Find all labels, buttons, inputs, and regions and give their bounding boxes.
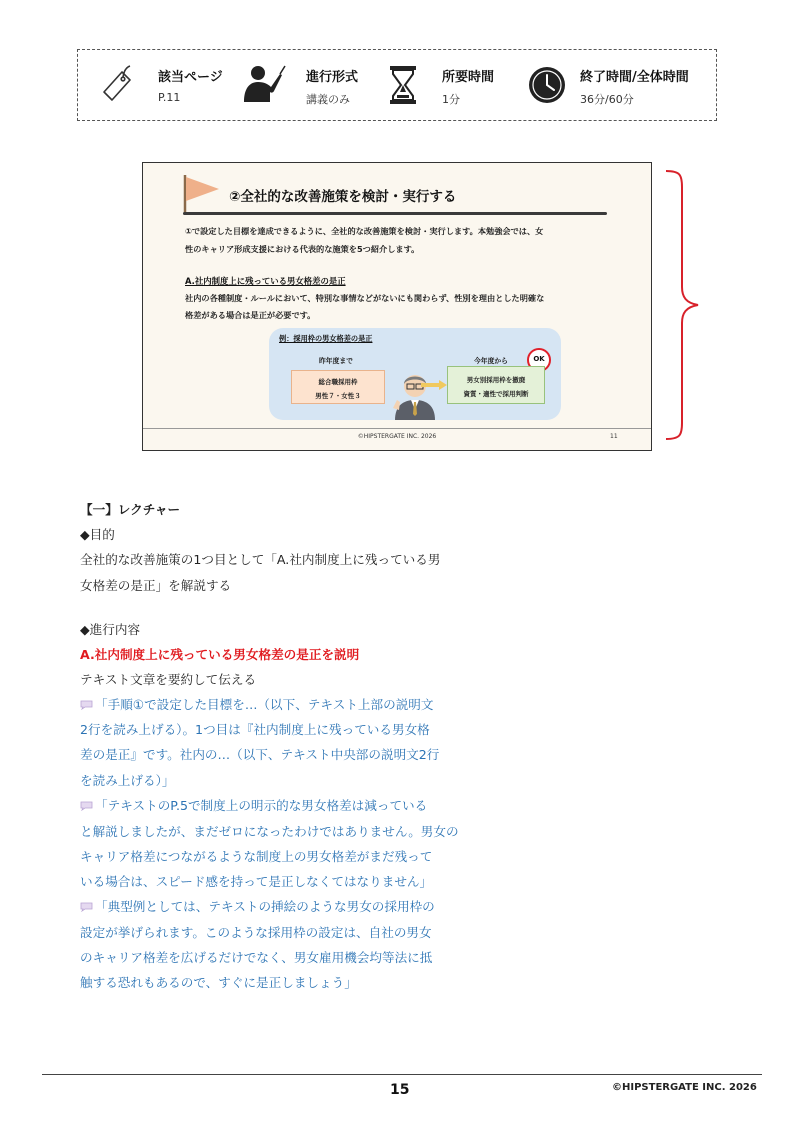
purpose-line-2: 女格差の是正」を解説する: [80, 578, 232, 593]
slide-footer-divider: [143, 428, 651, 429]
info-duration: [378, 50, 518, 122]
slide-title-underline: [183, 212, 607, 215]
right-brace: [662, 169, 702, 441]
content-note: テキスト文章を要約して伝える: [80, 672, 257, 687]
slide-desc-line-1: 社内の各種制度・ルールにおいて、特別な事情などがないにも関わらず、性別を理由とした明確な: [185, 293, 545, 303]
info-page-value: P.11: [158, 91, 181, 104]
example-left-line-2: 男性７・女性３: [315, 392, 361, 400]
quote-3-line-1: [80, 896, 435, 915]
clock-icon: [524, 62, 570, 108]
quote-2-line-3: キャリア格差につながるような制度上の男女格差がまだ残って: [80, 849, 433, 864]
info-time-title: 終了時間/全体時間: [580, 70, 689, 85]
example-right-box: [447, 366, 545, 404]
slide-page-number: 11: [610, 433, 618, 440]
speech-bubble-icon: [80, 700, 93, 710]
example-right-line-2: 資質・適性で採用判断: [463, 390, 529, 398]
slide-intro-line-1: ①で設定した目標を達成できるように、全社的な改善施策を検討・実行します。本勉強会では、女: [185, 226, 544, 236]
quote-3-line-2: 設定が挙げられます。このような採用枠の設定は、自社の男女: [80, 925, 432, 940]
content-heading: ◆進行内容: [80, 622, 141, 637]
slide-subheading: A.社内制度上に残っている男女格差の是正: [185, 276, 346, 286]
slide-intro-line-2: 性のキャリア形成支援における代表的な施策を5つ紹介します。: [185, 244, 420, 254]
quote-1-line-1: [80, 694, 433, 713]
quote-3-text-1: 「典型例としては、テキストの挿絵のような男女の採用枠の: [95, 899, 435, 914]
info-duration-value: 1分: [442, 93, 460, 106]
example-panel: [269, 328, 561, 420]
footer-copyright: ©HIPSTERGATE INC. 2026: [612, 1082, 757, 1093]
info-duration-title: 所要時間: [442, 70, 495, 85]
arrow-icon: [421, 380, 447, 390]
quote-1-text-1: 「手順①で設定した目標を…（以下、テキスト上部の説明文: [95, 697, 434, 712]
slide-desc-line-2: 格差がある場合は是正が必要です。: [185, 310, 316, 320]
info-page: [78, 50, 238, 122]
tag-icon: [94, 62, 140, 108]
example-heading: 例：採用枠の男女格差の是正: [279, 334, 373, 343]
quote-3-line-3: のキャリア格差を広げるだけでなく、男女雇用機会均等法に抵: [80, 950, 433, 965]
slide-thumbnail: [142, 162, 652, 451]
quote-2-line-1: [80, 795, 427, 814]
ok-badge: OK: [527, 348, 551, 372]
quote-2-line-4: いる場合は、スピード感を持って是正しなくてはなりません」: [80, 874, 433, 889]
info-format: [238, 50, 378, 122]
info-time-value: 36分/60分: [580, 93, 634, 106]
purpose-heading: ◆目的: [80, 527, 115, 542]
info-format-value: 講義のみ: [306, 93, 350, 106]
page-number: 15: [390, 1082, 410, 1098]
example-left-line-1: 総合職採用枠: [318, 378, 358, 386]
example-left-label: 昨年度まで: [319, 357, 353, 365]
info-time: [518, 50, 718, 122]
hourglass-icon: [380, 62, 426, 108]
example-right-label: 今年度から: [474, 357, 508, 365]
slide-copyright: ©HIPSTERGATE INC. 2026: [357, 433, 437, 440]
quote-2-line-2: と解説しましたが、まだゼロになったわけではありません。男女の: [80, 824, 459, 839]
purpose-line-1: 全社的な改善施策の1つ目として「A.社内制度上に残っている男: [80, 552, 441, 567]
speech-bubble-icon: [80, 902, 93, 912]
slide-title: ②全社的な改善施策を検討・実行する: [229, 189, 457, 205]
quote-2-text-1: 「テキストのP.5で制度上の明示的な男女格差は減っている: [95, 798, 428, 813]
example-right-line-1: 男女別採用枠を撤廃: [466, 376, 526, 384]
example-left-box: [291, 370, 385, 404]
lecturer-icon: [240, 62, 286, 108]
quote-1-line-4: を読み上げる）」: [80, 773, 175, 788]
speech-bubble-icon: [80, 801, 93, 811]
presenter-illustration: [389, 364, 441, 420]
footer-divider: [42, 1074, 762, 1075]
quote-1-line-3: 差の是正』です。社内の…（以下、テキスト中央部の説明文2行: [80, 747, 440, 762]
info-page-title: 該当ページ: [158, 70, 223, 85]
info-format-title: 進行形式: [306, 70, 359, 85]
quote-1-line-2: 2行を読み上げる）。1つ目は『社内制度上に残っている男女格: [80, 722, 430, 737]
quote-3-line-4: 触する恐れもあるので、すぐに是正しましょう」: [80, 975, 357, 990]
content-title: A.社内制度上に残っている男女格差の是正を説明: [80, 647, 360, 662]
section-heading: 【一】レクチャー: [80, 502, 181, 517]
lesson-info-box: [77, 49, 717, 121]
